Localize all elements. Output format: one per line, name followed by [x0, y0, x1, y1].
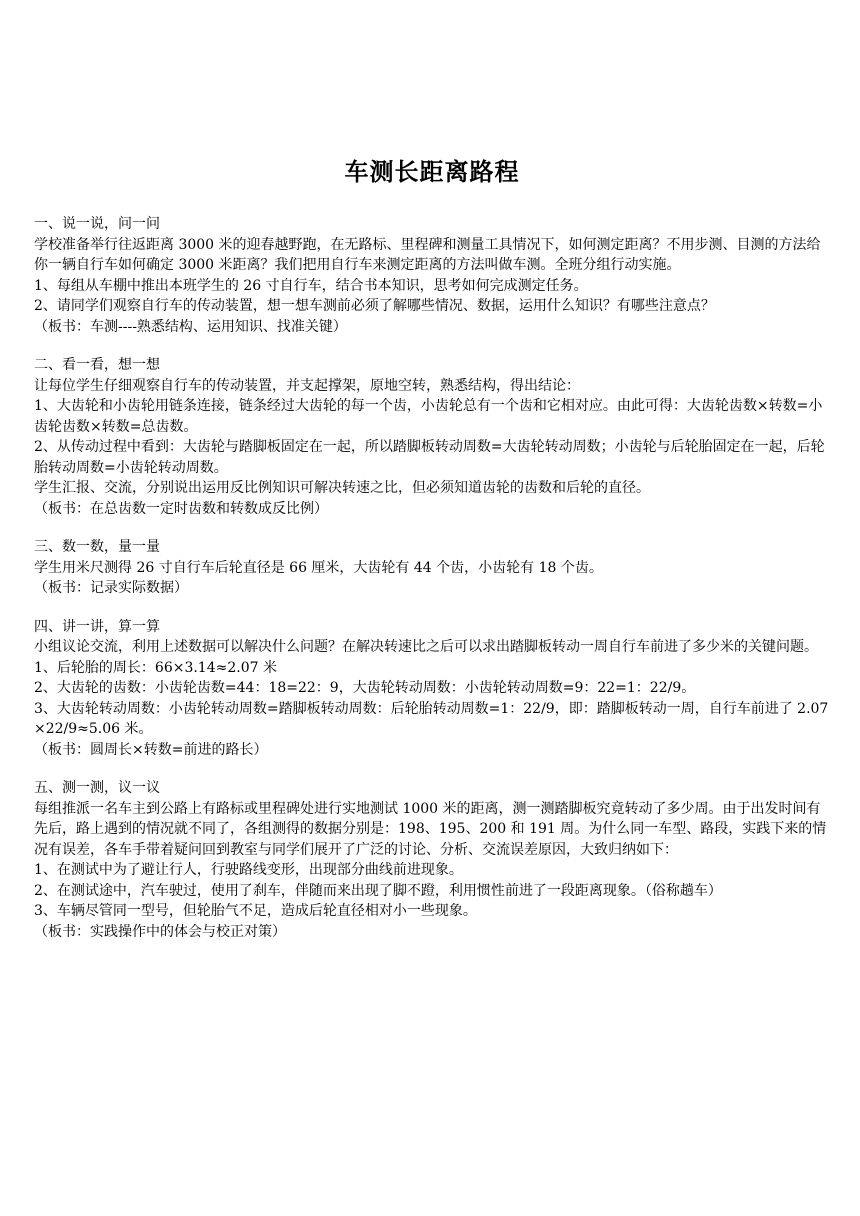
section-1: [34, 214, 830, 337]
paragraph: 小组议论交流，利用上述数据可以解决什么问题？在解决转速比之后可以求出踏脚板转动一周自行车前进了多少米的关键问题。: [34, 639, 818, 655]
section-heading: 三、数一数，量一量: [34, 539, 160, 555]
section-heading: 五、测一测，议一议: [34, 780, 160, 796]
section-2: [34, 355, 830, 519]
board-note: （板书：在总齿数一定时齿数和转数成反比例）: [34, 500, 328, 517]
paragraph: 2、在测试途中，汽车驶过，使用了刹车，伴随而来出现了脚不蹬，利用惯性前进了一段距离现象。（俗称趟车）: [34, 882, 722, 899]
paragraph: 让每位学生仔细观察自行车的传动装置，并支起撑架，原地空转，熟悉结构，得出结论：: [34, 377, 580, 394]
paragraph: 2、大齿轮的齿数：小齿轮齿数=44：18=22：9，大齿轮转动周数：小齿轮转动周数=9：22=1：22/9。: [34, 680, 696, 696]
section-heading: 二、看一看，想一想: [34, 357, 160, 373]
paragraph: 3、车辆尽管同一型号，但轮胎气不足，造成后轮直径相对小一些现象。: [34, 903, 477, 919]
paragraph: 每组推派一名车主到公路上有路标或里程碑处进行实地测试 1000 米的距离，测一测踏脚板究竟转动了多少周。由于出发时间有先后，路上遇到的情况就不同了，各组测得的数据分别是：198、195、200 和 191 周。为什么同一车型、路段，实践下来的情况有误差，各车手带着疑问回到教室与同学们展开了广泛的讨论、分析、交流误差原因，大致归纳如下：: [34, 800, 827, 858]
paragraph: 学生汇报、交流，分别说出运用反比例知识可解决转速之比，但必须知道齿轮的齿数和后轮的直径。: [34, 480, 650, 496]
paragraph: 3、大齿轮转动周数：小齿轮转动周数=踏脚板转动周数：后轮胎转动周数=1：22/9，即：踏脚板转动一周，自行车前进了 2.07×22/9≈5.06 米。: [34, 700, 829, 737]
board-note: （板书：记录实际数据）: [34, 580, 188, 596]
paragraph: 2、从传动过程中看到：大齿轮与踏脚板固定在一起，所以踏脚板转动周数=大齿轮转动周数；小齿轮与后轮胎固定在一起，后轮胎转动周数=小齿轮转动周数。: [34, 439, 825, 476]
paragraph: 1、后轮胎的周长：66×3.14≈2.07 米: [34, 659, 277, 676]
section-heading: 一、说一说，问一问: [34, 216, 160, 232]
document-title: 车测长距离路程: [344, 158, 520, 186]
section-5: [34, 778, 830, 942]
paragraph: 学生用米尺测得 26 寸自行车后轮直径是 66 厘米，大齿轮有 44 个齿，小齿轮有 18 个齿。: [34, 559, 603, 576]
paragraph: 1、大齿轮和小齿轮用链条连接，链条经过大齿轮的每一个齿，小齿轮总有一个齿和它相对应。由此可得：大齿轮齿数×转数=小齿轮齿数×转数=总齿数。: [34, 398, 823, 435]
paragraph: 1、每组从车棚中推出本班学生的 26 寸自行车，结合书本知识，思考如何完成测定任务。: [34, 277, 588, 294]
document-page: [34, 152, 830, 960]
board-note: （板书：实践操作中的体会与校正对策）: [34, 923, 286, 940]
paragraph: 2、请同学们观察自行车的传动装置，想一想车测前必须了解哪些情况、数据，运用什么知识？有哪些注意点？: [34, 298, 715, 314]
board-note: （板书：圆周长×转数=前进的路长）: [34, 741, 268, 758]
section-4: [34, 617, 830, 761]
section-heading: 四、讲一讲，算一算: [34, 618, 160, 635]
board-note: （板书：车测----熟悉结构、运用知识、找准关键）: [34, 318, 347, 335]
paragraph: 学校准备举行往返距离 3000 米的迎春越野跑，在无路标、里程碑和测量工具情况下，如何测定距离？不用步测、目测的方法给你一辆自行车如何确定 3000 米距离？我们把用自行车来测定距离的方法叫做车测。全班分组行动实施。: [34, 236, 821, 273]
section-3: [34, 537, 830, 599]
paragraph: 1、在测试中为了避让行人，行驶路线变形，出现部分曲线前进现象。: [34, 862, 463, 878]
